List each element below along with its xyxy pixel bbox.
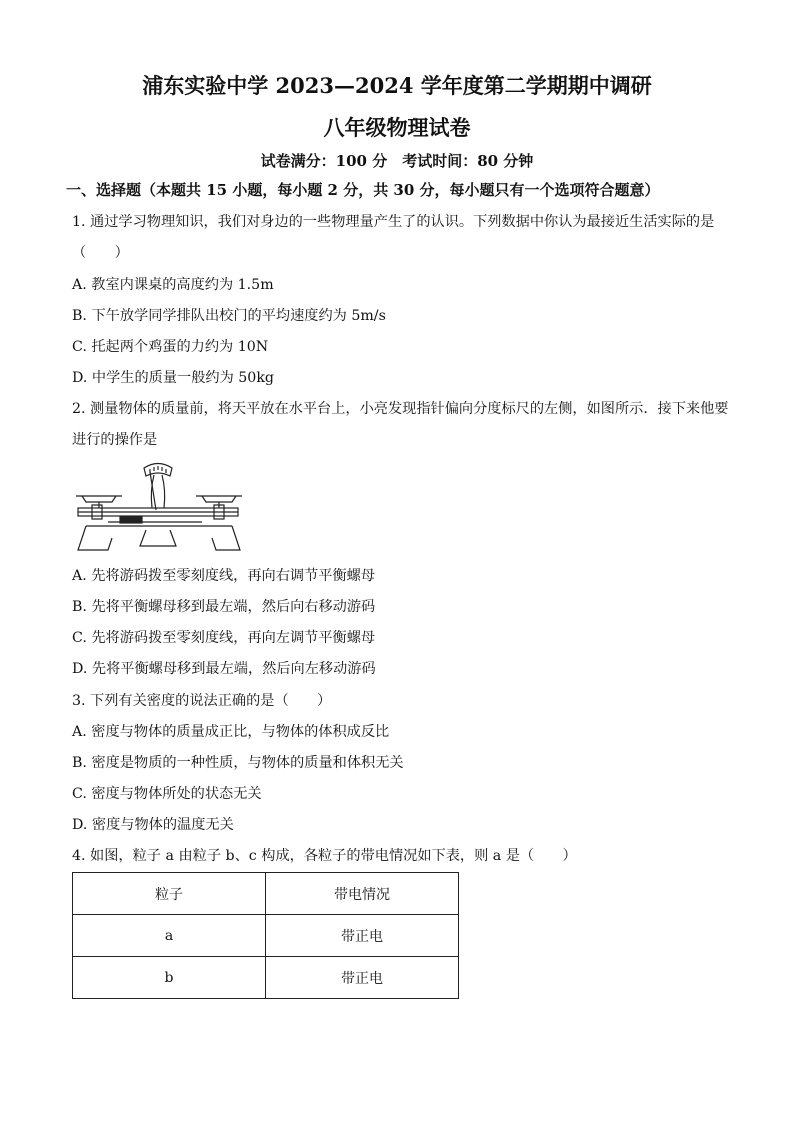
table-cell: 带正电 <box>266 915 459 957</box>
balance-scale-figure <box>72 460 244 558</box>
question-1-option-a: A. 教室内课桌的高度约为 1.5m <box>72 277 274 293</box>
table-cell: b <box>73 957 266 999</box>
table-header-row <box>73 873 459 915</box>
table-cell: a <box>73 915 266 957</box>
table-row <box>73 915 459 957</box>
question-1-stem-cont: （ ） <box>72 245 129 261</box>
question-1-option-b: B. 下午放学同学排队出校门的平均速度约为 5m/s <box>72 308 386 324</box>
question-1-option-c: C. 托起两个鸡蛋的力约为 10N <box>72 339 269 355</box>
section-heading: 一、选择题（本题共 15 小题，每小题 2 分，共 30 分，每小题只有一个选项符合题意） <box>66 181 660 199</box>
question-3-option-b: B. 密度是物质的一种性质，与物体的质量和体积无关 <box>72 755 404 771</box>
table-row <box>73 957 459 999</box>
table-header-cell: 带电情况 <box>266 873 459 915</box>
exam-subtitle: 八年级物理试卷 <box>323 115 471 140</box>
question-1-stem: 1. 通过学习物理知识，我们对身边的一些物理量产生了的认识。下列数据中你认为最接近生活实际的是 <box>72 214 715 230</box>
question-2-option-a: A. 先将游码拨至零刻度线，再向右调节平衡螺母 <box>72 568 376 584</box>
question-2-option-c: C. 先将游码拨至零刻度线，再向左调节平衡螺母 <box>72 630 376 646</box>
question-2-stem: 2. 测量物体的质量前，将天平放在水平台上，小亮发现指针偏向分度标尺的左侧，如图所示．接下来他要 <box>72 401 729 417</box>
exam-meta: 试卷满分：100 分 考试时间：80 分钟 <box>260 152 534 170</box>
question-4-stem: 4. 如图，粒子 a 由粒子 b、c 构成，各粒子的带电情况如下表，则 a 是（ ） <box>72 848 577 864</box>
table-header-cell: 粒子 <box>73 873 266 915</box>
question-2-option-b: B. 先将平衡螺母移到最左端，然后向右移动游码 <box>72 599 376 615</box>
question-3-option-a: A. 密度与物体的质量成正比，与物体的体积成反比 <box>72 724 390 740</box>
question-2-stem-cont: 进行的操作是 <box>72 432 158 448</box>
question-3-stem: 3. 下列有关密度的说法正确的是（ ） <box>72 693 332 709</box>
particle-charge-table <box>72 872 459 999</box>
question-1-option-d: D. 中学生的质量一般约为 50kg <box>72 370 275 386</box>
exam-title: 浦东实验中学 2023—2024 学年度第二学期期中调研 <box>142 73 652 98</box>
table-cell: 带正电 <box>266 957 459 999</box>
question-3-option-c: C. 密度与物体所处的状态无关 <box>72 786 262 802</box>
question-3-option-d: D. 密度与物体的温度无关 <box>72 817 234 833</box>
question-2-option-d: D. 先将平衡螺母移到最左端，然后向左移动游码 <box>72 661 376 677</box>
